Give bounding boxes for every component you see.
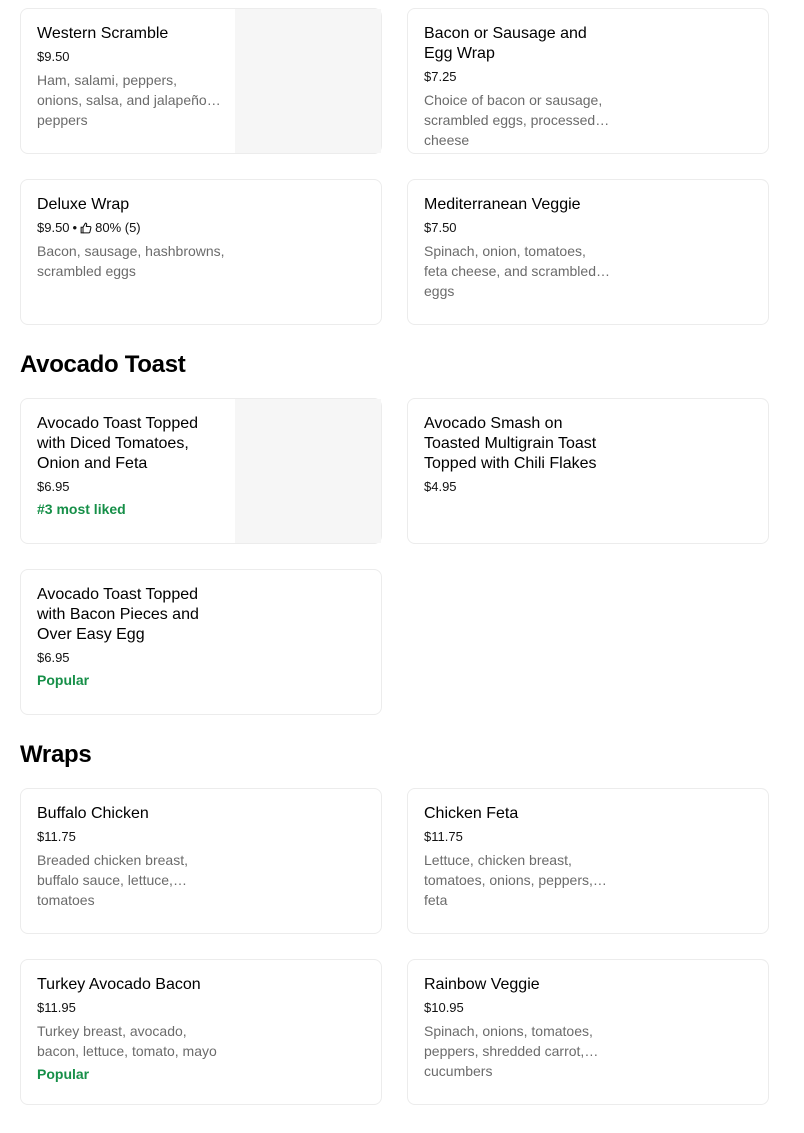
menu-item-card-deluxe-wrap[interactable] bbox=[20, 179, 382, 325]
item-description: Spinach, onion, tomatoes, feta cheese, and scrambled eggs bbox=[424, 243, 596, 299]
menu-item-card-avocado-toast-tomatoes[interactable] bbox=[20, 398, 382, 544]
item-description: Spinach, onions, tomatoes, peppers, shredded carrot, cucumbers bbox=[424, 1023, 593, 1079]
item-price-row bbox=[37, 219, 225, 237]
most-liked-badge: #3 most liked bbox=[37, 501, 126, 517]
item-price-row bbox=[37, 999, 225, 1017]
item-title: Avocado Toast Topped with Bacon Pieces and Over Easy Egg bbox=[37, 586, 199, 643]
item-title: Avocado Toast Topped with Diced Tomatoes, Onion and Feta bbox=[37, 415, 199, 472]
item-price-row bbox=[37, 828, 225, 846]
item-price: $7.50 bbox=[424, 220, 457, 235]
item-description: Breaded chicken breast, buffalo sauce, lettuce, tomatoes bbox=[37, 852, 188, 908]
menu-item-card-rainbow-veggie[interactable] bbox=[407, 959, 769, 1105]
item-description: Turkey breast, avocado, bacon, lettuce, tomato, mayo bbox=[37, 1023, 217, 1059]
item-title: Turkey Avocado Bacon bbox=[37, 976, 201, 993]
item-price-row bbox=[424, 999, 612, 1017]
popular-badge: Popular bbox=[37, 672, 90, 688]
item-price: $11.75 bbox=[37, 829, 76, 844]
item-rating: 80% (5) bbox=[95, 220, 141, 235]
item-title: Buffalo Chicken bbox=[37, 805, 149, 822]
item-price: $7.25 bbox=[424, 69, 457, 84]
section-title-wraps: Wraps bbox=[20, 741, 92, 768]
item-description: Lettuce, chicken breast, tomatoes, onions, peppers, feta bbox=[424, 852, 593, 908]
popular-badge: Popular bbox=[37, 1066, 90, 1082]
item-title: Chicken Feta bbox=[424, 805, 519, 822]
menu-item-card-buffalo-chicken[interactable] bbox=[20, 788, 382, 934]
item-price-row bbox=[37, 48, 225, 66]
item-price-row bbox=[424, 219, 612, 237]
separator-dot: • bbox=[72, 220, 78, 235]
item-image-placeholder bbox=[235, 399, 381, 543]
item-price: $6.95 bbox=[37, 650, 70, 665]
item-image-placeholder bbox=[235, 9, 381, 153]
item-price: $10.95 bbox=[424, 1000, 464, 1015]
menu-item-card-mediterranean-veggie[interactable] bbox=[407, 179, 769, 325]
menu-item-card-avocado-smash[interactable] bbox=[407, 398, 769, 544]
item-price: $9.50 bbox=[37, 220, 70, 235]
item-price-row bbox=[424, 828, 612, 846]
item-description: Bacon, sausage, hashbrowns, scrambled eggs bbox=[37, 243, 225, 279]
item-price: $11.75 bbox=[424, 829, 463, 844]
section-title-avocado-toast: Avocado Toast bbox=[20, 351, 186, 378]
menu-item-card-western-scramble[interactable] bbox=[20, 8, 382, 154]
item-title: Rainbow Veggie bbox=[424, 976, 540, 993]
item-title: Avocado Smash on Toasted Multigrain Toast Topped with Chili Flakes bbox=[424, 415, 597, 472]
menu-item-card-avocado-toast-bacon[interactable] bbox=[20, 569, 382, 715]
item-description: Choice of bacon or sausage, scrambled eggs, processed cheese bbox=[424, 92, 603, 148]
menu-item-card-chicken-feta[interactable] bbox=[407, 788, 769, 934]
item-price-row bbox=[37, 478, 225, 496]
menu-item-card-bacon-sausage-wrap[interactable] bbox=[407, 8, 769, 154]
item-title: Mediterranean Veggie bbox=[424, 196, 581, 213]
item-title: Deluxe Wrap bbox=[37, 196, 130, 213]
menu-item-card-turkey-avocado-bacon[interactable] bbox=[20, 959, 382, 1105]
item-title: Western Scramble bbox=[37, 25, 169, 42]
item-description: Ham, salami, peppers, onions, salsa, and jalapeño peppers bbox=[37, 72, 207, 128]
item-price-row bbox=[424, 478, 612, 496]
item-price: $4.95 bbox=[424, 479, 457, 494]
item-title: Bacon or Sausage and Egg Wrap bbox=[424, 25, 587, 62]
item-price: $11.95 bbox=[37, 1000, 76, 1015]
item-price-row bbox=[37, 649, 225, 667]
item-price-row bbox=[424, 68, 612, 86]
thumbs-up-icon bbox=[80, 222, 92, 234]
item-price: $9.50 bbox=[37, 49, 70, 64]
item-price: $6.95 bbox=[37, 479, 70, 494]
